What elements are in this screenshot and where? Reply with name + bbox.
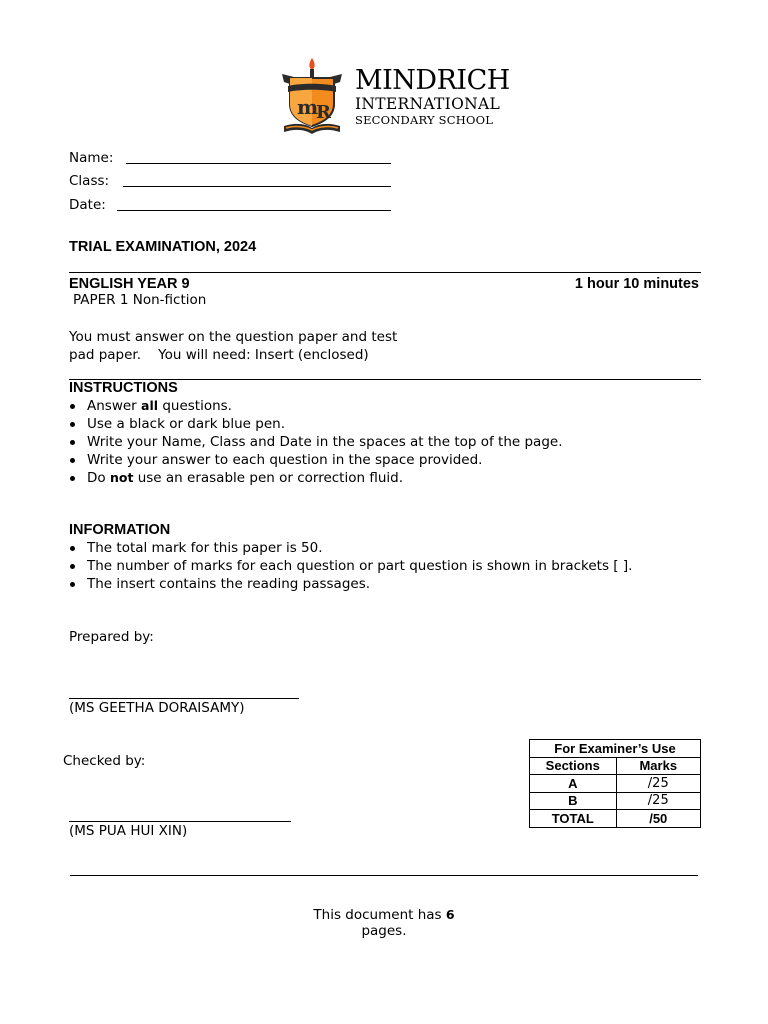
school-crest-icon [278,56,353,136]
information-heading: INFORMATION [69,522,171,538]
date-field-label: Date: [69,197,106,213]
examiner-table-title: For Examiner’s Use [530,740,701,758]
instruction-item: Do not use an erasable pen or correction fluid. [69,469,709,487]
information-list [69,539,729,593]
mark-cell: /25 [616,775,700,793]
requirements-text [69,328,397,364]
requirements-line-1: You must answer on the question paper and test [69,329,398,345]
school-name-line3: SECONDARY SCHOOL [355,113,494,127]
table-row [530,792,701,810]
mark-cell: /25 [616,792,700,810]
paper-title: PAPER 1 Non-fiction [73,292,207,308]
instruction-item: Write your answer to each question in the space provided. [69,451,709,469]
requirements-line-2: pad paper. You will need: Insert (enclosed) [69,347,369,363]
checked-by-label: Checked by: [63,753,146,769]
information-item: The number of marks for each question or part question is shown in brackets [ ]. [69,557,729,575]
information-item: The total mark for this paper is 50. [69,539,729,557]
svg-text:m: m [297,95,319,119]
divider-top [69,272,701,273]
table-row [530,810,701,828]
exam-title: TRIAL EXAMINATION, 2024 [69,239,257,255]
prepared-signature-line [69,698,299,699]
total-mark-cell: /50 [616,810,700,828]
table-row [530,775,701,793]
divider-bottom [70,875,698,876]
class-field-line[interactable] [123,186,391,187]
prepared-by-label: Prepared by: [69,629,154,645]
information-item: The insert contains the reading passages. [69,575,729,593]
instructions-heading: INSTRUCTIONS [69,380,178,396]
sections-header: Sections [530,757,617,775]
instructions-list [69,397,709,487]
section-cell: TOTAL [530,810,617,828]
instruction-item: Write your Name, Class and Date in the spaces at the top of the page. [69,433,709,451]
school-name-block [355,66,510,127]
examiner-table [529,739,701,828]
checked-by-name: (MS PUA HUI XIN) [69,823,188,839]
marks-header: Marks [616,757,700,775]
instruction-item: Use a black or dark blue pen. [69,415,709,433]
page-count-note: This document has 6 pages. [313,907,455,939]
class-field-label: Class: [69,173,110,189]
exam-duration: 1 hour 10 minutes [574,276,699,292]
svg-text:R: R [316,102,331,123]
date-field-line[interactable] [117,210,391,211]
instruction-item: Answer all questions. [69,397,709,415]
name-field-label: Name: [69,150,114,166]
section-cell: A [530,775,617,793]
page-count: 6 [445,907,455,922]
checked-signature-line [69,821,291,822]
name-field-line[interactable] [126,163,391,164]
section-cell: B [530,792,617,810]
subject-title: ENGLISH YEAR 9 [69,276,190,292]
school-name-line2: INTERNATIONAL [355,95,501,113]
prepared-by-name: (MS GEETHA DORAISAMY) [69,700,245,716]
school-name: MINDRICH [355,65,510,96]
